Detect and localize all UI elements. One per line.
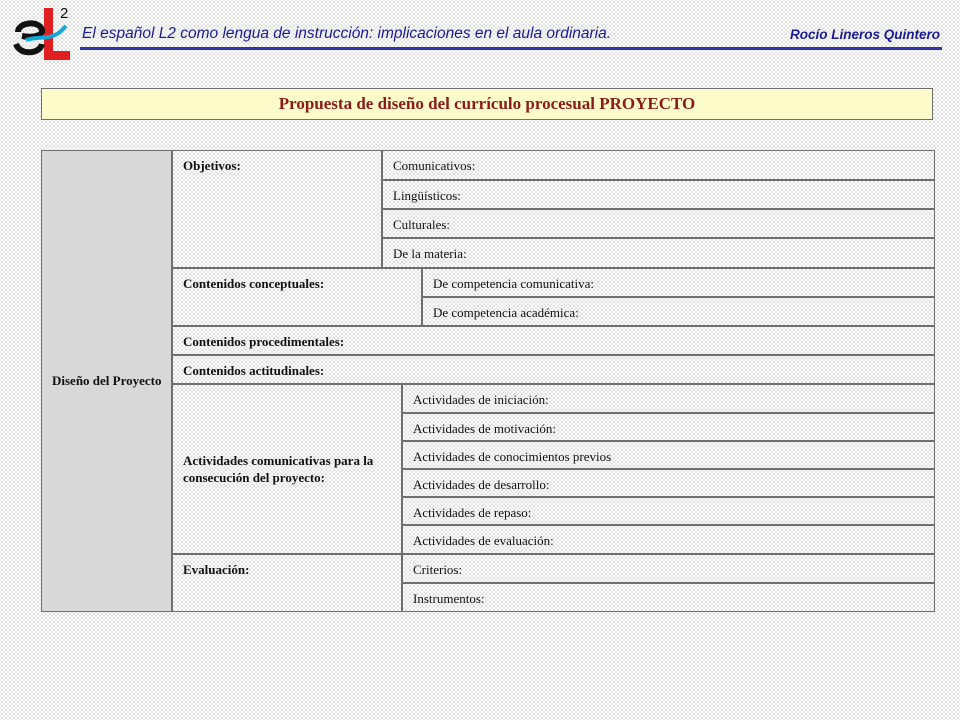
objetivo-item: Culturales:	[382, 209, 935, 238]
conceptuales-label: Contenidos conceptuales:	[172, 268, 422, 326]
conceptual-item: De competencia comunicativa:	[422, 268, 935, 297]
actividad-item: Actividades de repaso:	[402, 497, 935, 525]
header-divider	[80, 47, 942, 50]
side-label: Diseño del Proyecto	[41, 150, 172, 612]
main-title: Propuesta de diseño del currículo procesual PROYECTO	[41, 88, 933, 120]
actividades-label: Actividades comunicativas para la consecución del proyecto:	[172, 384, 402, 554]
actividad-item: Actividades de motivación:	[402, 413, 935, 441]
logo	[10, 2, 76, 66]
actitudinales-label: Contenidos actitudinales:	[172, 355, 935, 384]
evaluacion-label: Evaluación:	[172, 554, 402, 612]
project-design-table	[41, 150, 935, 612]
logo-superscript: 2	[60, 5, 69, 22]
procedimentales-label: Contenidos procedimentales:	[172, 326, 935, 355]
header-title: El español L2 como lengua de instrucción: implicaciones en el aula ordinaria.	[82, 25, 612, 42]
objetivos-label: Objetivos:	[172, 150, 382, 268]
logo-l-foot	[44, 51, 70, 60]
objetivo-item: Lingüísticos:	[382, 180, 935, 209]
header-author: Rocío Lineros Quintero	[789, 27, 940, 42]
objetivo-item: Comunicativos:	[382, 150, 935, 180]
objetivo-item: De la materia:	[382, 238, 935, 268]
actividad-item: Actividades de evaluación:	[402, 525, 935, 554]
conceptual-item: De competencia académica:	[422, 297, 935, 326]
actividad-item: Actividades de iniciación:	[402, 384, 935, 413]
evaluacion-item: Criterios:	[402, 554, 935, 583]
actividad-item: Actividades de desarrollo:	[402, 469, 935, 497]
actividad-item: Actividades de conocimientos previos	[402, 441, 935, 469]
evaluacion-item: Instrumentos:	[402, 583, 935, 612]
